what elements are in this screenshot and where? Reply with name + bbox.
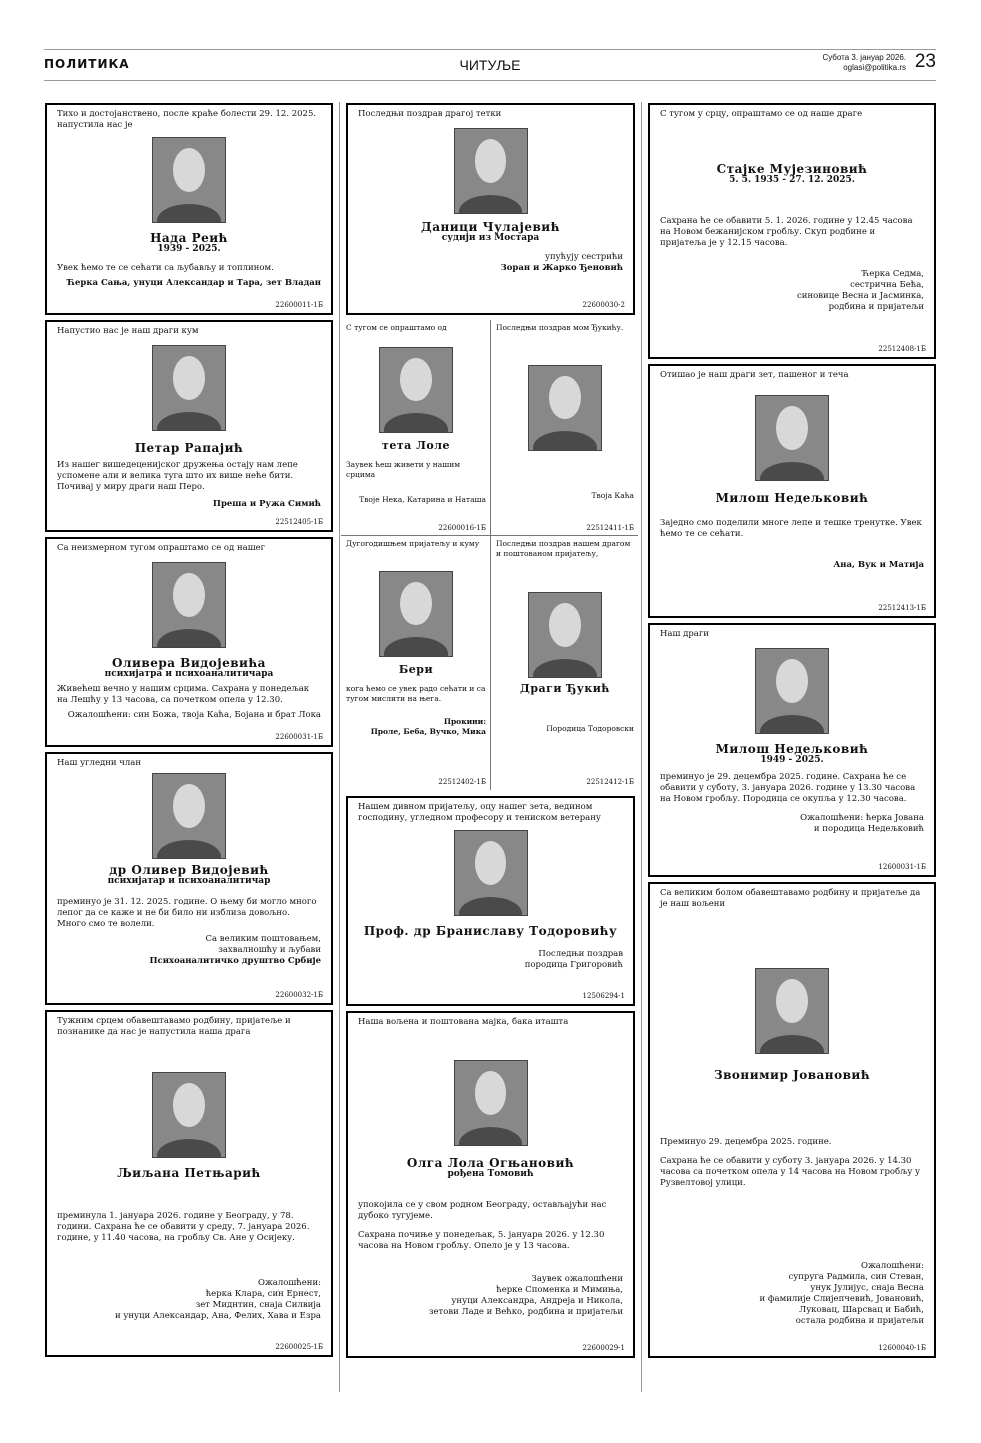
ad-code: 12600040-1Б — [878, 1344, 926, 1352]
ad-code: 12600031-1Б — [878, 863, 926, 871]
signature-line: ћерке Споменка и Мимиња, — [496, 1285, 623, 1295]
portrait-photo — [454, 128, 528, 214]
ad-code: 22600032-1Б — [275, 991, 323, 999]
ad-code: 22512408-1Б — [878, 345, 926, 353]
ad-code: 22512411-1Б — [586, 523, 634, 532]
ad-code: 22600011-1Б — [275, 301, 323, 309]
ad-code: 22512402-1Б — [438, 777, 486, 786]
portrait-photo — [528, 592, 602, 678]
signature: Ана, Вук и Матија — [833, 560, 924, 570]
signature-line: ћерка Клара, син Ернест, — [205, 1289, 321, 1299]
obituary-text: Из нашег вишедеценијског дружења остају нам лепе успомене али и велика туга што их више неће бити. Почивај у миру драги наш Перо. — [57, 460, 298, 492]
obituary-jovanovic — [648, 882, 936, 1358]
column-divider — [641, 102, 642, 1392]
signature-line: и унуци Александар, Ана, Фелих, Хава и Езра — [114, 1311, 321, 1321]
signature-line: унуци Александра, Андреја и Никола, — [451, 1296, 623, 1306]
portrait-photo — [152, 562, 226, 648]
signature-line: Проле, Беба, Вучко, Мика — [370, 726, 486, 736]
portrait-photo — [454, 1060, 528, 1146]
small-notices-block — [341, 320, 638, 790]
obituary-reic — [45, 103, 333, 315]
signature-line: зет Миднтин, снаја Силвија — [195, 1300, 321, 1310]
notice-dragi-djukic — [496, 539, 634, 787]
signature: Ћерка Сања, унуци Александар и Тара, зет Владан — [66, 278, 321, 288]
signature-line: остала родбина и пријатељи — [795, 1316, 924, 1326]
obituary-intro: Тихо и достојанствено, после краће болести 29. 12. 2025. напустила нас је — [57, 109, 317, 130]
obituary-text: Сахрана ће се обавити 5. 1. 2026. године у 12.45 часова на Новом бежанијском гробљу. Скуп родбине и пријатеља је у 12.15 часова. — [660, 216, 913, 248]
signature-line: породица Григоровић — [524, 960, 623, 970]
obituary-text: преминуо је 31. 12. 2025. године. О њему би могло много лепог да се каже и не би било ни изблиза довољно. Много смо те волели. — [57, 897, 317, 929]
obituary-nedeljkovic-2 — [648, 623, 936, 877]
obituary-text: упокојила се у свом родном Београду, остављајући нас дубоко тугујеме. — [358, 1200, 607, 1221]
signature-line: зетови Ладе и Већко, родбина и пријатељи — [428, 1307, 623, 1317]
obituary-intro: С тугом се опраштамо од — [346, 323, 447, 332]
signature-line: Прокини: — [443, 717, 486, 726]
contact-email[interactable]: oglasi@politika.rs — [843, 63, 906, 72]
obituary-text: преминуо је 29. децембра 2025. године. Сахрана ће се обавити у суботу, 3. јануара 2026. године у 13.30 часова на Новом гробљу. Породица се окупља у 12.30 часова. — [660, 772, 916, 804]
obituary-intro: Последњи поздрав мом Ђукићу. — [496, 323, 624, 332]
obituary-intro: Са неизмерном тугом опраштамо се од нашег — [57, 543, 266, 553]
deceased-name: Оливера Видојевића — [112, 656, 266, 670]
ad-code: 22600025-1Б — [275, 1343, 323, 1351]
ad-code: 12506294-1 — [582, 992, 625, 1000]
signature-line: Ожалошћени: ћерка Јована — [800, 813, 924, 823]
notice-tete-lole — [346, 323, 486, 533]
deceased-name: Звонимир Јовановић — [713, 1068, 871, 1082]
deceased-name: Петар Рапајић — [134, 441, 244, 455]
signature: Преша и Ружа Симић — [212, 499, 321, 509]
deceased-name: Нада Реић — [150, 231, 228, 245]
portrait-photo — [152, 137, 226, 223]
obituary-intro: Наш драги — [660, 629, 709, 639]
life-years: 1939 - 2025. — [157, 244, 221, 254]
obituary-petnjaric — [45, 1010, 333, 1357]
portrait-photo — [152, 1072, 226, 1158]
page-number: 23 — [914, 51, 936, 72]
signature-line: сестрична Бећа, — [850, 280, 924, 290]
deceased-name: Милош Недељковић — [715, 742, 869, 756]
obituary-mujezinovic — [648, 103, 936, 359]
obituary-text: преминула 1. јануара 2026. године у Београду, у 78. години. Сахрана ће се обавити у среду, 7. јануара 2026. године, у 11.40 часова, на гробљу Св. Ане у Осијеку. — [57, 1211, 310, 1243]
signature-line: Ожалошћени: — [258, 1278, 321, 1288]
obituary-vidojevic — [45, 752, 333, 1005]
signature-line: супруга Радмила, син Стеван, — [788, 1272, 924, 1282]
signature-line: Ожалошћени: — [861, 1261, 924, 1271]
obituary-text: Заувек ћеш живети у нашим срцима — [346, 460, 461, 479]
portrait-photo — [755, 395, 829, 481]
deceased-name: Бери — [398, 662, 434, 676]
signature-line: захвалношћу и љубави — [218, 945, 321, 955]
deceased-name: др Оливер Видојевић — [109, 863, 269, 877]
obituary-todorovic — [346, 796, 635, 1006]
header-rule — [44, 80, 936, 81]
obituary-text: Живећеш вечно у нашим срцима. Сахрана у понедељак на Лешћу у 13 часова, са почетком опела у 12.30. — [57, 684, 310, 705]
signature-line: синовице Весна и Јасминка, — [797, 291, 924, 301]
ad-code: 22600016-1Б — [438, 523, 486, 532]
profession: судији из Мостара — [441, 233, 540, 243]
portrait-photo — [454, 830, 528, 916]
signature: Породица Тодоровски — [546, 723, 634, 733]
ad-code: 22512413-1Б — [878, 604, 926, 612]
signature-line: родбина и пријатељи — [828, 302, 924, 312]
signature-line: Психоаналитичко друштво Србије — [149, 956, 321, 966]
obituary-intro: Наш угледни члан — [57, 758, 141, 768]
obituary-ognjanovic — [346, 1011, 635, 1358]
obituary-intro: Последњи поздрав нашем драгом и поштованом пријатељу, — [496, 539, 631, 558]
portrait-photo — [379, 347, 453, 433]
obituary-intro: С тугом у срцу, опраштамо се од наше драге — [660, 109, 863, 119]
profession: психијатра и психоаналитичара — [104, 669, 274, 679]
notice-beri — [346, 539, 486, 787]
deceased-name: Љиљана Петњарић — [117, 1166, 261, 1180]
deceased-name: тета Лоле — [382, 438, 450, 452]
obituary-text: Преминуо 29. децембра 2025. године. — [660, 1137, 832, 1147]
date-info — [822, 53, 906, 73]
signature-line: упућују сестрићи — [545, 252, 623, 262]
life-dates: 5. 5. 1935 - 27. 12. 2025. — [729, 175, 855, 185]
obituary-intro: Са великим болом обавештавамо родбину и пријатеље да је наш вољени — [660, 888, 921, 909]
obituary-intro: Наша вољена и поштована мајка, бака иташта — [358, 1017, 569, 1027]
deceased-name: Олга Лола Огњановић — [406, 1156, 575, 1170]
signature-line: унук Јулијус, снаја Весна — [810, 1283, 924, 1293]
portrait-photo — [152, 773, 226, 859]
portrait-photo — [755, 648, 829, 734]
obituary-vidojevica — [45, 537, 333, 747]
portrait-photo — [755, 968, 829, 1054]
obituary-intro: Отишао је наш драги зет, пашеног и теча — [660, 370, 849, 380]
maiden-name: рођена Томовић — [447, 1169, 534, 1179]
signature-line: Зоран и Жарко Ђеновић — [500, 263, 623, 273]
ad-code: 22600030-2 — [582, 301, 625, 309]
signature: Твоје Нека, Катарина и Наташа — [359, 495, 486, 504]
notice-djukic-kaca — [496, 323, 634, 533]
obituary-text: Заједно смо поделили многе лепе и тешке тренутке. Увек ћемо те се сећати. — [660, 518, 922, 539]
obituary-text: Сахрана почиње у понедељак, 5. јануара 2026. у 12.30 часова на Новом гробљу. Опело је у 13 часова. — [358, 1230, 605, 1251]
signature-line: и фамилије Слијепчевић, Јовановић, — [759, 1294, 924, 1304]
obituary-text: кога ћемо се увек радо сећати и са тугом мислити на њега. — [346, 684, 486, 703]
ad-code: 22600031-1Б — [275, 733, 323, 741]
deceased-name: Стајке Мујезиновић — [716, 162, 868, 176]
portrait-photo — [152, 345, 226, 431]
ad-code: 22512412-1Б — [586, 777, 634, 786]
signature-line: Ћерка Седма, — [861, 269, 924, 279]
signature: Ожалошћени: син Божа, твоја Каћа, Бојана и брат Лока — [67, 710, 321, 720]
profession: психијатар и психоаналитичар — [107, 876, 271, 886]
deceased-name: Милош Недељковић — [715, 491, 869, 505]
obituary-culajevic — [346, 103, 635, 315]
deceased-name: Даници Чулајевић — [421, 220, 560, 234]
signature-line: Заувек ожалошћени — [531, 1274, 623, 1284]
issue-date: Субота 3. јануар 2026. — [822, 53, 906, 62]
page-header — [44, 48, 936, 80]
signature-line: и породица Недељковић — [813, 824, 924, 834]
signature-line: Луковац, Шарсвац и Бабић, — [799, 1305, 924, 1315]
life-years: 1949 - 2025. — [760, 755, 824, 765]
ad-code: 22512405-1Б — [275, 518, 323, 526]
obituary-intro: Напустио нас је наш драги кум — [57, 326, 199, 336]
newspaper-logo: ПОЛИТИКА — [44, 57, 130, 71]
portrait-photo — [379, 571, 453, 657]
portrait-photo — [528, 365, 602, 451]
signature: Твоја Каћа — [591, 490, 634, 500]
deceased-name: Проф. др Браниславу Тодоровићу — [363, 924, 618, 938]
obituary-text: Увек ћемо те се сећати са љубављу и топлином. — [57, 263, 274, 273]
signature-line: Са великим поштовањем, — [205, 934, 321, 944]
deceased-name: Драги Ђукић — [520, 682, 610, 695]
obituary-intro: Последњи поздрав драгој тетки — [358, 109, 502, 119]
section-title: ЧИТУЉЕ — [459, 57, 521, 73]
divider — [341, 535, 638, 536]
ad-code: 22600029-1 — [582, 1344, 625, 1352]
obituary-nedeljkovic-1 — [648, 364, 936, 618]
obituary-intro: Тужним срцем обавештавамо родбину, пријатеље и познанике да нас је напустила наша драга — [57, 1016, 291, 1037]
signature-line: Последњи поздрав — [538, 949, 623, 959]
column-divider — [339, 102, 340, 1392]
obituary-intro: Дугогодишњем пријатељу и куму — [346, 539, 480, 548]
obituary-text: Сахрана ће се обавити у суботу 3. јануара 2026. у 14.30 часова са почетком опела у 14 часова на Новом гробљу у Рузвелтовој улици. — [660, 1156, 921, 1188]
divider — [490, 320, 491, 790]
obituary-rapajic — [45, 320, 333, 532]
obituary-intro: Нашем дивном пријатељу, оцу нашег зета, ведином господину, угледном професору и тениском ветерану — [358, 802, 601, 823]
